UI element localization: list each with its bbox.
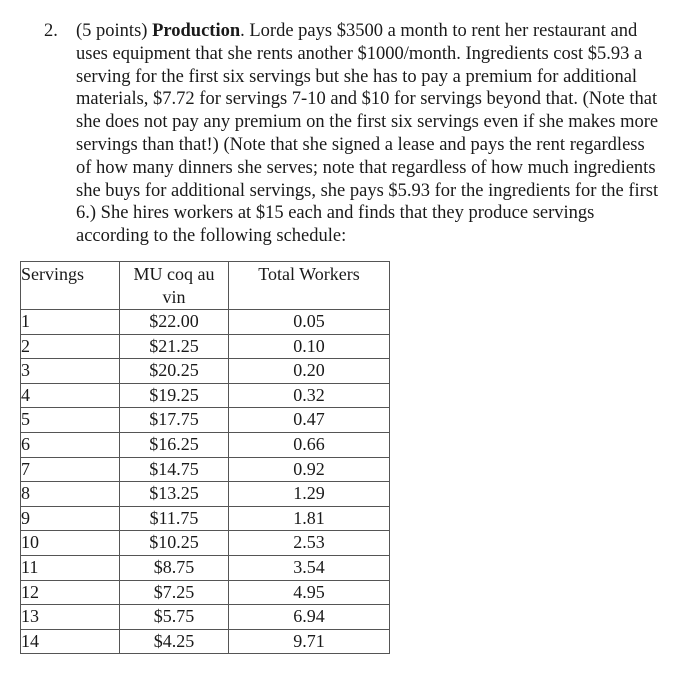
cell-servings: 6 [21,432,120,457]
cell-mu-coq-au-vin: $14.75 [120,457,229,482]
cell-servings: 7 [21,457,120,482]
cell-mu-coq-au-vin: $5.75 [120,605,229,630]
cell-mu-coq-au-vin: $10.25 [120,531,229,556]
cell-mu-coq-au-vin: $13.25 [120,482,229,507]
table-row [21,555,390,580]
problem-line: materials, $7.72 for servings 7-10 and $10 for servings beyond that. (Note that [76,89,658,110]
table-row [21,432,390,457]
table-header-row [21,262,390,310]
cell-mu-coq-au-vin: $21.25 [120,334,229,359]
header-servings: Servings [21,262,120,310]
cell-mu-coq-au-vin: $20.25 [120,359,229,384]
cell-servings: 1 [21,310,120,335]
cell-total-workers: 0.20 [229,359,390,384]
table-row [21,531,390,556]
cell-total-workers: 4.95 [229,580,390,605]
cell-servings: 4 [21,383,120,408]
table-row [21,457,390,482]
problem-points: (5 points) [76,21,148,41]
problem-line-text: Lorde pays $3500 a month to rent her restaurant and [249,21,638,41]
cell-total-workers: 0.32 [229,383,390,408]
cell-total-workers: 0.66 [229,432,390,457]
production-schedule-table [20,261,390,654]
cell-servings: 3 [21,359,120,384]
problem-line: according to the following schedule: [76,226,347,247]
cell-total-workers: 1.81 [229,506,390,531]
cell-mu-coq-au-vin: $11.75 [120,506,229,531]
table-row [21,506,390,531]
problem-line: 6.) She hires workers at $15 each and finds that they produce servings [76,203,595,224]
cell-total-workers: 1.29 [229,482,390,507]
cell-mu-coq-au-vin: $17.75 [120,408,229,433]
table-row [21,383,390,408]
cell-mu-coq-au-vin: $4.25 [120,629,229,654]
problem-line: she buys for additional servings, she pays $5.93 for the ingredients for the first [76,180,659,201]
table-row [21,334,390,359]
header-total-workers: Total Workers [229,262,390,310]
cell-total-workers: 6.94 [229,605,390,630]
problem-number: 2. [44,21,58,41]
cell-mu-coq-au-vin: $22.00 [120,310,229,335]
cell-mu-coq-au-vin: $16.25 [120,432,229,457]
cell-servings: 12 [21,580,120,605]
problem-title: Production [152,21,241,41]
cell-total-workers: 0.92 [229,457,390,482]
cell-servings: 5 [21,408,120,433]
cell-mu-coq-au-vin: $19.25 [120,383,229,408]
table-row [21,605,390,630]
cell-servings: 11 [21,555,120,580]
cell-servings: 10 [21,531,120,556]
cell-servings: 14 [21,629,120,654]
table-row [21,482,390,507]
table-row [21,359,390,384]
cell-total-workers: 3.54 [229,555,390,580]
problem-line: (5 points) Production. Lorde pays $3500 a month to rent her restaurant and [76,21,638,41]
cell-servings: 9 [21,506,120,531]
cell-total-workers: 0.47 [229,408,390,433]
cell-total-workers: 0.05 [229,310,390,335]
table-body [21,310,390,654]
cell-servings: 2 [21,334,120,359]
problem-line: serving for the first six servings but she has to pay a premium for additional [76,66,638,87]
problem-line: of how many dinners she serves; note that regardless of how much ingredients [76,157,656,178]
cell-total-workers: 9.71 [229,629,390,654]
cell-servings: 8 [21,482,120,507]
problem-line: servings than that!) (Note that she signed a lease and pays the rent regardless [76,134,645,155]
table-row [21,310,390,335]
cell-total-workers: 0.10 [229,334,390,359]
problem-line: she does not pay any premium on the first six servings even if she makes more [76,112,659,133]
cell-total-workers: 2.53 [229,531,390,556]
cell-mu-coq-au-vin: $7.25 [120,580,229,605]
problem-text [76,20,682,248]
header-mu-coq-au-vin: MU coq au vin [120,262,229,310]
cell-mu-coq-au-vin: $8.75 [120,555,229,580]
table-row [21,580,390,605]
table-row [21,408,390,433]
cell-servings: 13 [21,605,120,630]
problem-line: uses equipment that she rents another $1000/month. Ingredients cost $5.93 a [76,43,643,64]
table-row [21,629,390,654]
